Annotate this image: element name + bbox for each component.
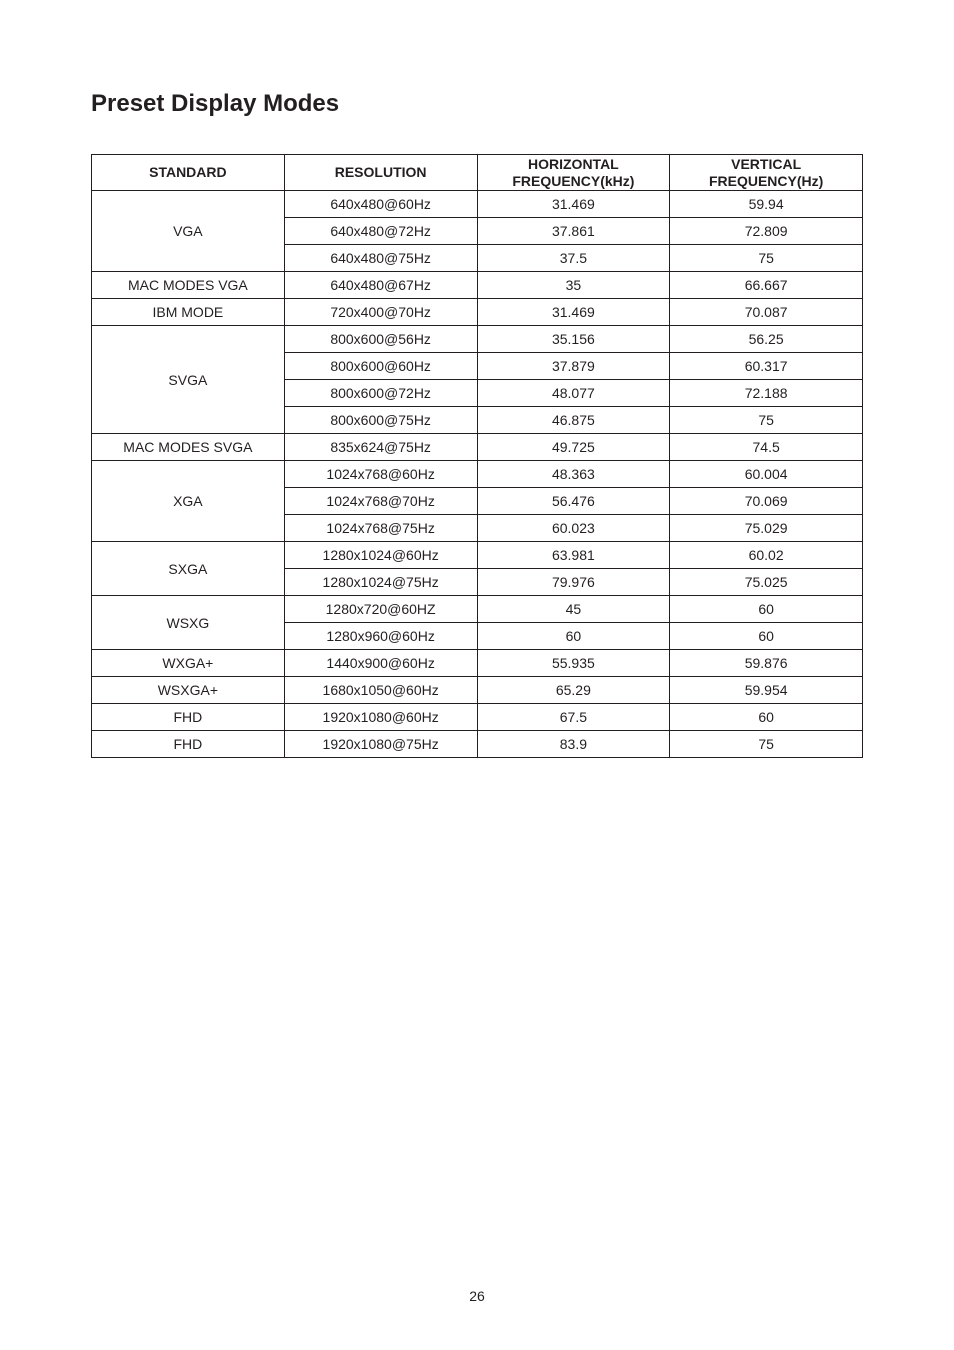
cell-vertical-frequency: 75 [670,245,863,272]
cell-standard: WSXG [92,596,285,650]
cell-vertical-frequency: 75.025 [670,569,863,596]
cell-horizontal-frequency: 63.981 [477,542,670,569]
table-row [92,704,863,731]
cell-resolution: 640x480@75Hz [284,245,477,272]
table-row [92,461,863,488]
cell-vertical-frequency: 66.667 [670,272,863,299]
cell-vertical-frequency: 60 [670,623,863,650]
cell-vertical-frequency: 72.188 [670,380,863,407]
cell-resolution: 800x600@75Hz [284,407,477,434]
cell-horizontal-frequency: 35 [477,272,670,299]
cell-horizontal-frequency: 55.935 [477,650,670,677]
cell-vertical-frequency: 56.25 [670,326,863,353]
cell-horizontal-frequency: 65.29 [477,677,670,704]
preset-display-modes-table [91,154,863,758]
cell-vertical-frequency: 59.876 [670,650,863,677]
cell-vertical-frequency: 60.004 [670,461,863,488]
table-row [92,596,863,623]
cell-horizontal-frequency: 37.861 [477,218,670,245]
cell-horizontal-frequency: 37.879 [477,353,670,380]
cell-horizontal-frequency: 31.469 [477,191,670,218]
cell-standard: SXGA [92,542,285,596]
cell-resolution: 640x480@67Hz [284,272,477,299]
header-vertical-line1: VERTICAL [731,155,802,172]
cell-horizontal-frequency: 35.156 [477,326,670,353]
cell-vertical-frequency: 75 [670,731,863,758]
header-horizontal-frequency [477,155,670,191]
cell-resolution: 640x480@72Hz [284,218,477,245]
cell-resolution: 1920x1080@75Hz [284,731,477,758]
cell-standard: WXGA+ [92,650,285,677]
cell-resolution: 835x624@75Hz [284,434,477,461]
cell-standard: MAC MODES SVGA [92,434,285,461]
cell-horizontal-frequency: 56.476 [477,488,670,515]
cell-resolution: 1024x768@60Hz [284,461,477,488]
header-vertical-line2: FREQUENCY(Hz) [708,172,824,189]
cell-horizontal-frequency: 60.023 [477,515,670,542]
table-row [92,650,863,677]
cell-resolution: 720x400@70Hz [284,299,477,326]
cell-horizontal-frequency: 49.725 [477,434,670,461]
header-standard: STANDARD [92,155,285,191]
cell-vertical-frequency: 72.809 [670,218,863,245]
cell-horizontal-frequency: 31.469 [477,299,670,326]
cell-horizontal-frequency: 46.875 [477,407,670,434]
cell-standard: VGA [92,191,285,272]
cell-standard: MAC MODES VGA [92,272,285,299]
table-body [92,191,863,758]
cell-vertical-frequency: 59.954 [670,677,863,704]
cell-vertical-frequency: 70.069 [670,488,863,515]
cell-horizontal-frequency: 37.5 [477,245,670,272]
table-row [92,677,863,704]
table-row [92,272,863,299]
cell-vertical-frequency: 60 [670,596,863,623]
cell-vertical-frequency: 75 [670,407,863,434]
cell-vertical-frequency: 60 [670,704,863,731]
cell-horizontal-frequency: 48.077 [477,380,670,407]
table-row [92,326,863,353]
cell-vertical-frequency: 70.087 [670,299,863,326]
header-resolution: RESOLUTION [284,155,477,191]
cell-horizontal-frequency: 60 [477,623,670,650]
cell-resolution: 1920x1080@60Hz [284,704,477,731]
table-header-row [92,155,863,191]
cell-resolution: 1280x1024@75Hz [284,569,477,596]
cell-resolution: 1024x768@75Hz [284,515,477,542]
table-row [92,542,863,569]
cell-resolution: 1280x720@60HZ [284,596,477,623]
table-row [92,731,863,758]
cell-standard: FHD [92,731,285,758]
cell-horizontal-frequency: 83.9 [477,731,670,758]
cell-resolution: 800x600@56Hz [284,326,477,353]
cell-standard: IBM MODE [92,299,285,326]
table-row [92,191,863,218]
cell-resolution: 640x480@60Hz [284,191,477,218]
header-vertical-frequency [670,155,863,191]
page-number: 26 [469,1288,485,1304]
cell-resolution: 800x600@60Hz [284,353,477,380]
cell-resolution: 1280x1024@60Hz [284,542,477,569]
cell-vertical-frequency: 60.02 [670,542,863,569]
cell-standard: FHD [92,704,285,731]
cell-standard: SVGA [92,326,285,434]
cell-resolution: 1280x960@60Hz [284,623,477,650]
cell-horizontal-frequency: 79.976 [477,569,670,596]
table-row [92,434,863,461]
table-row [92,299,863,326]
cell-resolution: 800x600@72Hz [284,380,477,407]
header-horizontal-line1: HORIZONTAL [528,155,619,172]
cell-vertical-frequency: 60.317 [670,353,863,380]
cell-standard: XGA [92,461,285,542]
cell-horizontal-frequency: 67.5 [477,704,670,731]
cell-standard: WSXGA+ [92,677,285,704]
cell-resolution: 1440x900@60Hz [284,650,477,677]
cell-vertical-frequency: 59.94 [670,191,863,218]
cell-horizontal-frequency: 45 [477,596,670,623]
cell-resolution: 1024x768@70Hz [284,488,477,515]
page-title: Preset Display Modes [91,90,340,117]
cell-vertical-frequency: 74.5 [670,434,863,461]
cell-horizontal-frequency: 48.363 [477,461,670,488]
cell-resolution: 1680x1050@60Hz [284,677,477,704]
cell-vertical-frequency: 75.029 [670,515,863,542]
header-horizontal-line2: FREQUENCY(kHz) [512,172,635,189]
